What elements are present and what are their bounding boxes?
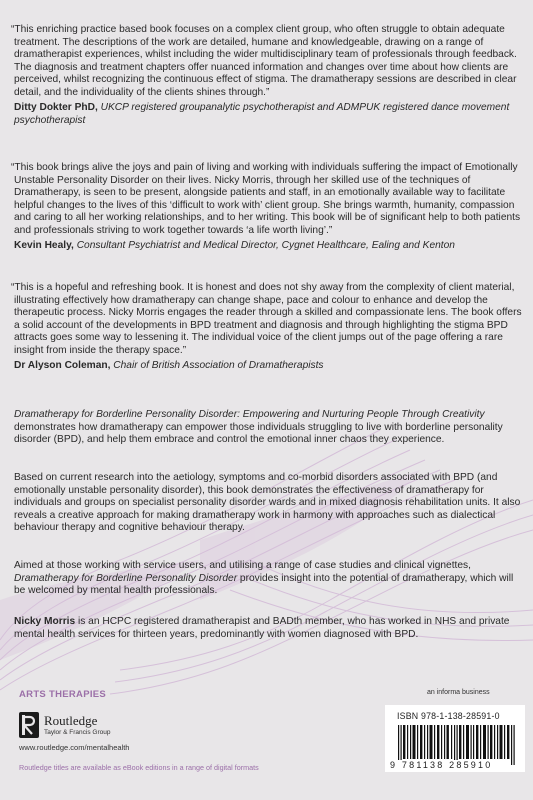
endorsement-quote: “This book brings alive the joys and pain of living and working with individuals suffering the impact of Emotionally Unstable Personality Disorder on their lives. Nicky Morris, through her skilled use of the techniques of Dramatherapy, is seen to be present, alongside patients and staff, in an emotionally available way to facilitate helpful changes to the lives of this ‘difficult to work with’ client group. She brings warmth, humanity, compassion and caring to all her working relationships, and to her writing. This book will be of significant help to both patients and professionals striving to work together towards ‘a life worth living’.” xyxy=(11,162,521,236)
description-text: demonstrates how dramatherapy can empower those individuals struggling to live with borderline personality disorder (BPD), and help them embrace and control the emotional inner chaos they experience. xyxy=(14,421,503,445)
book-title: Dramatherapy for Borderline Personality Disorder xyxy=(14,572,238,584)
endorsement-attribution xyxy=(14,240,524,253)
endorsement-quote: “This enriching practice based book focuses on a complex client group, who often struggle to obtain adequate treatment. The descriptions of the work are detailed, humane and knowledgeable, drawing on a range of dramatherapist experiences, whilst including the wider multidisciplinary team of professionals through feedback. The diagnosis and treatment chapters offer nuanced information and changes over time about how clients are perceived, whilst recognizing the continuous effect of stigma. The dramatherapy sessions are described in clear detail, and the individuality of the clients shines through.” xyxy=(11,24,517,98)
description-paragraph-3 xyxy=(14,560,524,598)
endorsement-1 xyxy=(11,24,524,127)
endorser-role: Chair of British Association of Dramatherapists xyxy=(113,360,324,371)
isbn: ISBN 978-1-138-28591-0 xyxy=(397,711,500,721)
description-paragraph-2: Based on current research into the aetiology, symptoms and co-morbid disorders associated with BPD (and emotionally unstable personality disorder), this book demonstrates the effectiveness of dramatherapy for individuals and groups on specialist personality disorder wards and in mixed diagnosis rehabilitation units. It also reveals a creative approach for making dramatherapy work in harmony with approaches such as dialectical behaviour therapy and cognitive behaviour therapy. xyxy=(14,472,521,533)
endorser-name: Dr Alyson Coleman, xyxy=(14,360,111,371)
endorsement-attribution xyxy=(14,360,524,373)
endorser-name: Ditty Dokter PhD, xyxy=(14,102,98,113)
publisher-name: Routledge xyxy=(44,713,98,728)
author-name: Nicky Morris xyxy=(14,616,76,627)
ebook-note: Routledge titles are available as eBook editions in a range of digital formats xyxy=(19,763,259,772)
endorsement-attribution xyxy=(14,102,524,127)
barcode-number: 9 781138 285910 xyxy=(390,760,493,770)
endorser-role: UKCP registered groupanalytic psychotherapist and ADMPUK registered dance movement psychotherapist xyxy=(14,102,510,126)
informa-business-label: an informa business xyxy=(427,689,490,696)
endorsement-quote: “This is a hopeful and refreshing book. It is honest and does not shy away from the complexity of client material, illustrating effectively how dramatherapy can change shape, pace and colour to enhance and develop the therapeutic process. Nicky Morris engages the reader through a skilled and compassionate lens. The book offers a solid account of the developments in BPD treatment and diagnosis and through highlighting the stigma BPD attracts goes some way to lessening it. The individual voice of the client jumps out of the page offering a rare insight from inside the therapy space.” xyxy=(11,282,522,356)
publisher-group: Taylor & Francis Group xyxy=(44,729,111,736)
series-label: ARTS THERAPIES xyxy=(19,689,107,700)
endorsement-2 xyxy=(11,162,524,253)
publisher-url: www.routledge.com/mentalhealth xyxy=(19,743,130,752)
endorser-name: Kevin Healy, xyxy=(14,240,74,251)
endorser-role: Consultant Psychiatrist and Medical Director, Cygnet Healthcare, Ealing and Kenton xyxy=(76,240,455,251)
description-text: Aimed at those working with service users, and utilising a range of case studies and clinical vignettes, xyxy=(14,560,471,571)
author-bio xyxy=(14,616,524,641)
endorsement-3 xyxy=(11,282,524,373)
barcode-icon xyxy=(398,725,518,765)
book-title: Dramatherapy for Borderline Personality Disorder: Empowering and Nurturing People Through Creativity xyxy=(14,409,485,420)
author-bio-text: is an HCPC registered dramatherapist and BADth member, who has worked in NHS and private mental health services for thirteen years, predominantly with women diagnosed with BPD. xyxy=(14,616,510,640)
description-text: provides insight into the potential of dramatherapy, which will be welcomed by mental health professionals. xyxy=(14,572,514,596)
description-paragraph-1 xyxy=(14,409,524,447)
